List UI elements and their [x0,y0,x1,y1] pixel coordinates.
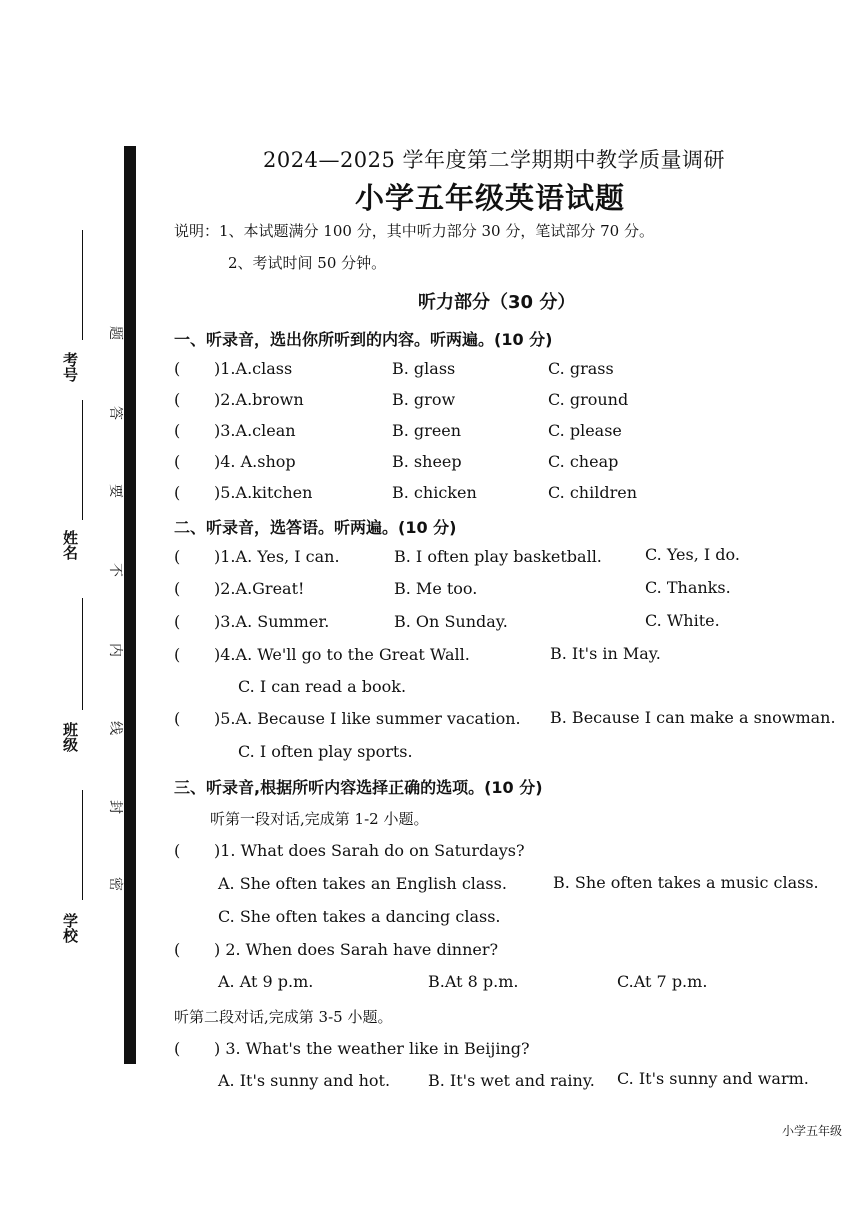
seal-char: 密 [107,877,123,891]
answer-paren: ( [174,579,181,598]
seal-char: 答 [107,406,123,420]
option-b: B. chicken [392,483,477,502]
class-label: 班级 [61,722,79,752]
option-c: C. I often play sports. [238,742,413,761]
answer-paren: ( [174,612,181,631]
option-c: C. Thanks. [645,578,731,597]
name-line [82,400,83,520]
option-c: C. White. [645,611,720,630]
seal-char: 封 [107,800,123,814]
listening-part-title: 听力部分（30 分） [418,292,576,313]
option-b: B. She often takes a music class. [553,873,819,892]
seal-char: 内 [107,643,123,657]
option-a: )2.A.Great! [214,579,305,598]
instruction-2: 2、考试时间 50 分钟。 [228,254,387,272]
option-a: )5.A. Because I like summer vacation. [214,709,521,728]
answer-paren: ( [174,547,181,566]
option-c: C. cheap [548,452,619,471]
school-line [82,790,83,900]
instruction-1: 说明：1、本试题满分 100 分，其中听力部分 30 分，笔试部分 70 分。 [174,222,654,240]
option-c: C. It's sunny and warm. [617,1069,809,1088]
option-b: B. On Sunday. [394,612,508,631]
option-c: C. children [548,483,638,502]
option-c: C.At 7 p.m. [617,972,708,991]
option-b: B. It's wet and rainy. [428,1071,595,1090]
option-b: B. grow [392,390,456,409]
option-b: B. sheep [392,452,462,471]
option-a: A. It's sunny and hot. [218,1071,391,1090]
binding-bar [124,146,136,1064]
seal-char: 题 [107,326,123,340]
section2-title: 二、听录音，选答语。听两遍。(10 分) [174,518,457,537]
option-b: B. I often play basketball. [394,547,602,566]
option-a: )3.A.clean [214,421,296,440]
question-stem: )1. What does Sarah do on Saturdays? [214,841,525,860]
seal-char: 要 [107,484,123,498]
option-a: A. At 9 p.m. [218,972,314,991]
question-stem: ) 3. What's the weather like in Beijing? [214,1039,530,1058]
answer-paren: ( [174,841,181,860]
option-b: B.At 8 p.m. [428,972,519,991]
option-a: )5.A.kitchen [214,483,313,502]
option-c: C. grass [548,359,614,378]
answer-paren: ( [174,709,181,728]
page-footer: 小学五年级 [782,1124,843,1138]
option-a: A. She often takes an English class. [218,874,507,893]
option-b: B. Me too. [394,579,478,598]
option-a: )2.A.brown [214,390,304,409]
answer-paren: ( [174,421,181,440]
school-label: 学校 [61,913,79,943]
option-a: )1.A. Yes, I can. [214,547,340,566]
option-b: B. green [392,421,462,440]
option-b: B. Because I can make a snowman. [550,708,836,727]
answer-paren: ( [174,1039,181,1058]
option-a: )3.A. Summer. [214,612,330,631]
dialog2-instruction: 听第二段对话,完成第 3-5 小题。 [174,1008,393,1026]
name-label: 姓名 [61,530,79,560]
option-c: C. please [548,421,622,440]
section1-title: 一、听录音，选出你所听到的内容。听两遍。(10 分) [174,330,553,349]
option-c: C. I can read a book. [238,677,407,696]
answer-paren: ( [174,390,181,409]
answer-paren: ( [174,940,181,959]
exam-title: 2024—2025 学年度第二学期期中教学质量调研 [263,148,726,172]
option-b: B. It's in May. [550,644,661,663]
option-a: )4.A. We'll go to the Great Wall. [214,645,470,664]
answer-paren: ( [174,452,181,471]
dialog1-instruction: 听第一段对话,完成第 1-2 小题。 [210,810,429,828]
answer-paren: ( [174,483,181,502]
question-stem: ) 2. When does Sarah have dinner? [214,940,499,959]
option-a: )4. A.shop [214,452,296,471]
option-c: C. She often takes a dancing class. [218,907,501,926]
class-line [82,598,83,710]
answer-paren: ( [174,645,181,664]
option-a: )1.A.class [214,359,293,378]
option-b: B. glass [392,359,456,378]
answer-paren: ( [174,359,181,378]
section3-title: 三、听录音,根据所听内容选择正确的选项。(10 分) [174,778,543,797]
seal-char: 不 [107,563,123,577]
option-c: C. Yes, I do. [645,545,740,564]
exam-no-label: 考号 [61,352,79,382]
seal-char: 线 [107,721,123,735]
exam-no-line [82,230,83,340]
option-c: C. ground [548,390,629,409]
exam-subtitle: 小学五年级英语试题 [355,181,626,215]
